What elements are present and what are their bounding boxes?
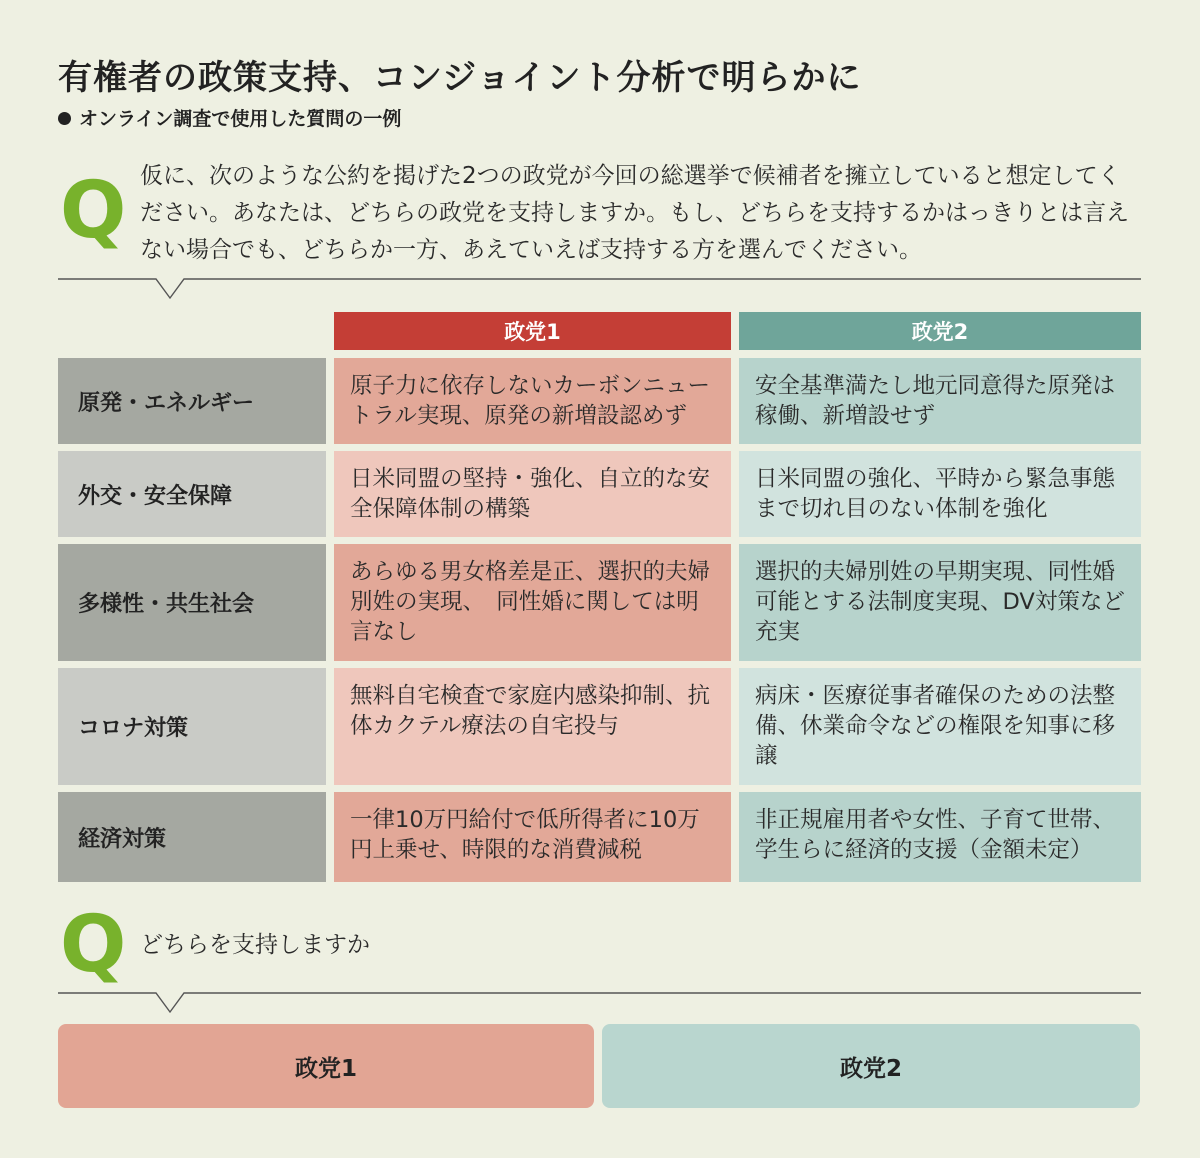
party1-policy: あらゆる男女格差是正、選択的夫婦別姓の実現、 同性婚に関しては明言なし <box>334 544 731 661</box>
table-row <box>58 544 1141 661</box>
row-label: コロナ対策 <box>58 668 326 785</box>
party2-policy: 病床・医療従事者確保のための法整備、休業命令などの権限を知事に移譲 <box>739 668 1141 785</box>
row-label: 原発・エネルギー <box>58 358 326 444</box>
question-mark-2: Q <box>60 900 127 990</box>
question-mark-1: Q <box>60 166 127 256</box>
table-row <box>58 792 1141 882</box>
divider-pointer-1 <box>58 278 1141 300</box>
party2-policy: 非正規雇用者や女性、子育て世帯、学生らに経済的支援（金額未定） <box>739 792 1141 882</box>
table-row <box>58 358 1141 444</box>
question-text-1: 仮に、次のような公約を掲げた2つの政党が今回の総選挙で候補者を擁立していると想定してください。あなたは、どちらの政党を支持しますか。もし、どちらを支持するかはっきりとは言えない場合でも、どちらか一方、あえていえば支持する方を選んでください。 <box>140 163 1129 263</box>
party1-policy: 日米同盟の堅持・強化、自立的な安全保障体制の構築 <box>334 451 731 537</box>
table-row <box>58 668 1141 785</box>
party2-policy: 安全基準満たし地元同意得た原発は稼働、新増設せず <box>739 358 1141 444</box>
party1-policy: 無料自宅検査で家庭内感染抑制、抗体カクテル療法の自宅投与 <box>334 668 731 785</box>
column-header-party2: 政党2 <box>739 312 1141 350</box>
row-label: 外交・安全保障 <box>58 451 326 537</box>
party2-policy: 選択的夫婦別姓の早期実現、同性婚可能とする法制度実現、DV対策など充実 <box>739 544 1141 661</box>
divider-pointer-2 <box>58 992 1141 1014</box>
row-label: 多様性・共生社会 <box>58 544 326 661</box>
question-text-2: どちらを支持しますか <box>140 932 370 958</box>
table-row <box>58 451 1141 537</box>
page-subtitle <box>58 104 401 131</box>
choice-party1-button[interactable]: 政党1 <box>58 1024 594 1108</box>
subtitle-text: オンライン調査で使用した質問の一例 <box>79 108 402 130</box>
column-header-party1: 政党1 <box>334 312 731 350</box>
page-title: 有権者の政策支持、コンジョイント分析で明らかに <box>58 58 862 98</box>
bullet-dot-icon <box>58 112 71 125</box>
party2-policy: 日米同盟の強化、平時から緊急事態まで切れ目のない体制を強化 <box>739 451 1141 537</box>
party1-policy: 一律10万円給付で低所得者に10万円上乗せ、時限的な消費減税 <box>334 792 731 882</box>
party1-policy: 原子力に依存しないカーボンニュートラル実現、原発の新増設認めず <box>334 358 731 444</box>
row-label: 経済対策 <box>58 792 326 882</box>
choice-party2-button[interactable]: 政党2 <box>602 1024 1140 1108</box>
